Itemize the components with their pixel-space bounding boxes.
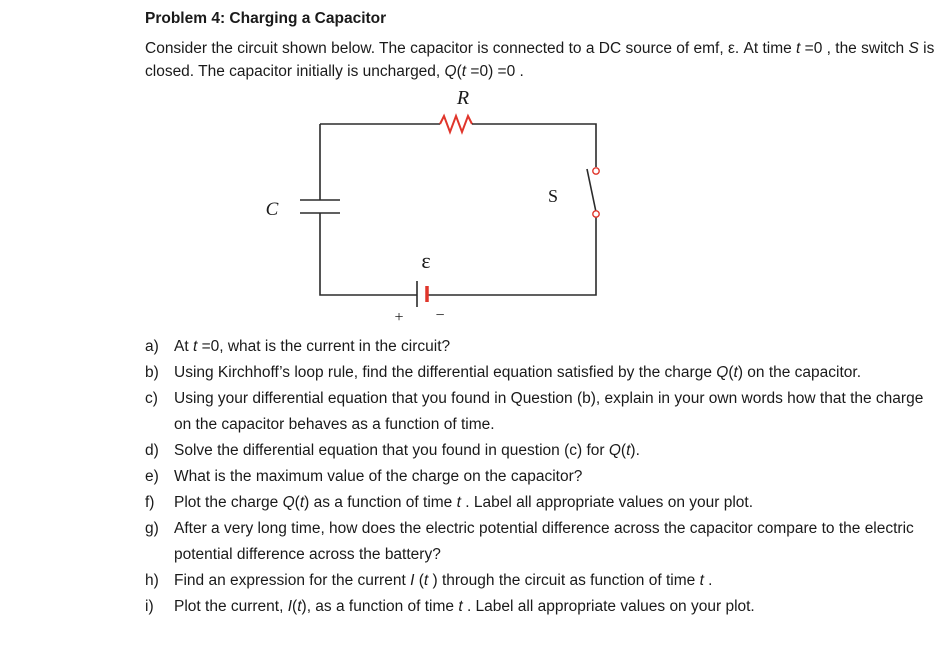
question-a: a) At t =0, what is the current in the circuit? — [145, 338, 451, 355]
switch-label: S — [547, 186, 559, 206]
circuit-diagram — [250, 85, 630, 330]
bottom-left-wire — [320, 213, 417, 295]
question-f: f) Plot the charge Q(t) as a function of time t . Label all appropriate values on your plot. — [145, 494, 754, 511]
battery-minus-label: − — [435, 307, 445, 324]
resistor-label: R — [456, 87, 470, 109]
right-wire-lower — [427, 215, 596, 295]
resistor-symbol — [440, 116, 472, 132]
question-b: b) Using Kirchhoff’s loop rule, find the differential equation satisfied by the charge Q(t) on the capacitor. — [145, 364, 862, 381]
question-i: i) Plot the current, I(t), as a function of time t . Label all appropriate values on your plot. — [145, 598, 755, 615]
problem-title: Problem 4: Charging a Capacitor — [145, 10, 387, 27]
question-list — [145, 334, 935, 620]
switch-terminal-top — [593, 168, 599, 174]
switch-blade — [587, 169, 596, 212]
problem-intro: Consider the circuit shown below. The capacitor is connected to a DC source of emf, ε. At time t =0 , the switch S is closed. The capacitor initially is uncharged, Q(t =0) =0 . — [145, 40, 935, 80]
battery-plus-label: + — [394, 309, 404, 326]
question-g: g) After a very long time, how does the electric potential difference across the capacitor compare to the electric potential difference across the battery? — [145, 520, 914, 563]
switch-terminal-bottom — [593, 211, 599, 217]
question-h: h) Find an expression for the current I (t ) through the circuit as function of time t . — [145, 572, 713, 589]
question-d: d) Solve the differential equation that you found in question (c) for Q(t). — [145, 442, 640, 459]
question-e: e) What is the maximum value of the charge on the capacitor? — [145, 468, 583, 485]
capacitor-label: C — [265, 199, 279, 220]
question-c: c) Using your differential equation that you found in Question (b), explain in your own words how that the charge on the capacitor behaves as a function of time. — [145, 390, 924, 433]
emf-label: ε — [421, 248, 431, 273]
top-wire-right — [472, 124, 596, 167]
